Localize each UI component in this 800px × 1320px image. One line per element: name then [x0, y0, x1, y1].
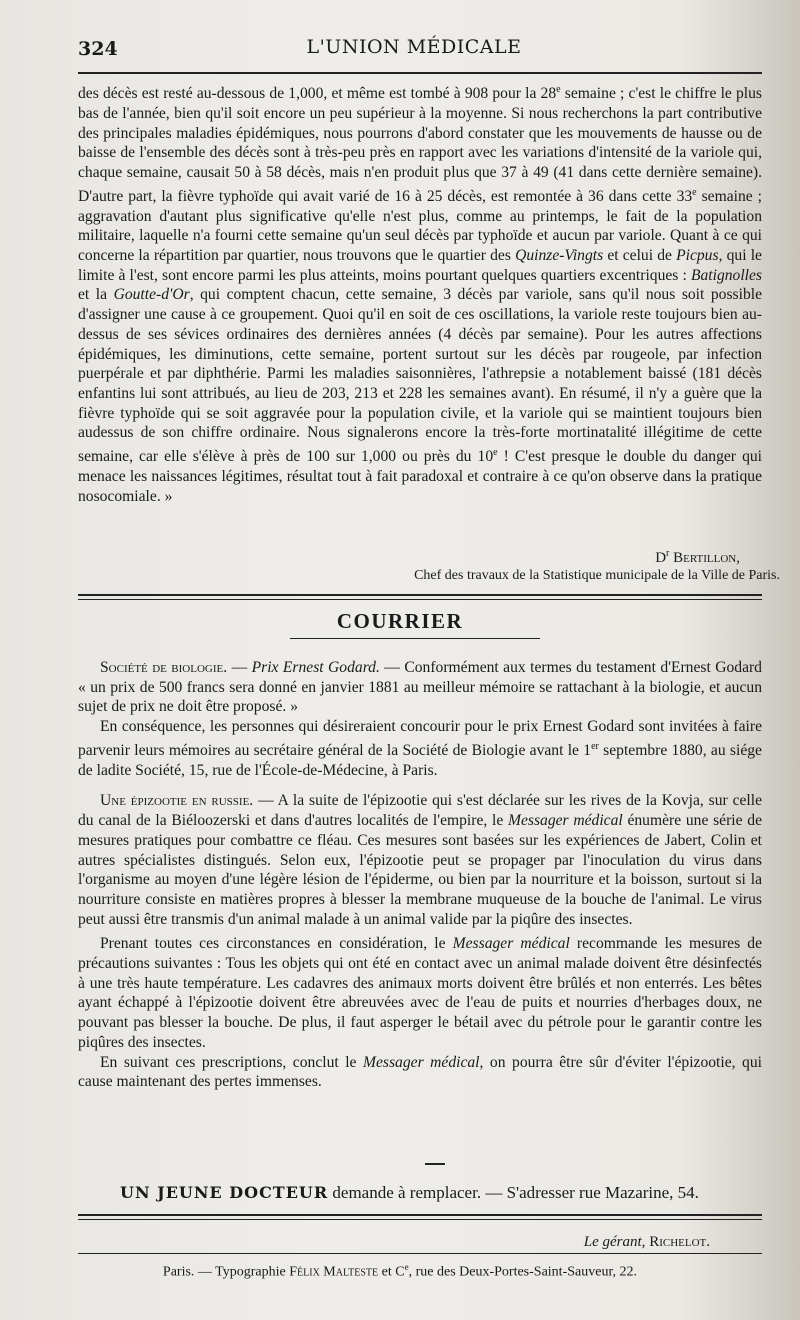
footer-rule-bottom [78, 1219, 762, 1220]
header-rule [78, 72, 762, 74]
courrier-paragraph: Une épizootie en russie. — A la suite de l'épizootie qui s'est déclarée sur les rives de la Kovja, sur celle du canal de la Biéloozerski et dans d'autres localités de l'empire, le Messager médical énumère une série de mesures pratiques pour combattre ce fléau. Ces mesures sont basées sur les expériences de Jabert, Colin et autres spécialistes distingués. Selon eux, l'épizootie peut se propager par l'inoculation du virus dans l'organisme au moyen d'une légère lésion de l'épiderme, ou bien par la nourriture et la boisson, surtout si la nourriture consiste en matières propres à blesser la membrane muqueuse de la bouche de l'animal. Le virus peut aussi être transmis d'un animal malade à un animal valide par la piqûre des insectes. [78, 792, 762, 928]
printer-rule [78, 1253, 762, 1254]
section-rule-top [78, 594, 762, 596]
advertisement: UN JEUNE DOCTEUR demande à remplacer. — S'adresser rue Mazarine, 54. [120, 1183, 699, 1202]
section-rule-bottom [78, 599, 762, 600]
courrier-paragraph: Prenant toutes ces circonstances en considération, le Messager médical recommande les mesures de précautions suivantes : Tous les objets qui ont été en contact avec un animal malade doivent être désinfectés à une très haute température. Les cadavres des animaux morts doivent être brûlés et non enterrés. Les bêtes ayant échappé à l'épizootie doivent être abreuvées avec de l'eau de puits et nourries d'herbages doux, ne pouvant pas blesser la bouche. De plus, il faut asperger le bétail avec du pétrole pour le garantir contre les piqûres des insectes. [78, 935, 762, 1051]
separator-dash [425, 1163, 445, 1165]
running-head: L'UNION MÉDICALE [306, 36, 522, 58]
page-number: 324 [78, 38, 118, 60]
printer-line: Paris. — Typographie Félix Malteste et Ce, rue des Deux-Portes-Saint-Sauveur, 22. [162, 1262, 638, 1280]
title-underline [290, 638, 540, 639]
courrier-paragraph: En conséquence, les personnes qui désireraient concourir pour le prix Ernest Godard sont invitées à faire parvenir leurs mémoires au secrétaire général de la Société de Biologie avant le 1er septembre 1880, au siége de ladite Société, 15, rue de l'École-de-Médecine, à Paris. [78, 718, 762, 779]
courrier-body [78, 658, 762, 1092]
page-header [78, 34, 750, 64]
section-title: COURRIER [336, 609, 464, 633]
courrier-paragraph: Société de biologie. — Prix Ernest Godard. — Conformément aux termes du testament d'Ernest Godard « un prix de 500 francs sera donné en janvier 1881 au meilleur mémoire se rattachant à la biologie, et aucun sujet de prix ne doit être proposé. » [78, 659, 762, 716]
signature-name: $D^r$ Bertillon, [655, 548, 740, 566]
gerant-line: Le gérant, Richelot. [583, 1234, 710, 1250]
footer-rule-top [78, 1214, 762, 1216]
article-body [78, 80, 762, 506]
signature-title: Chef des travaux de la Statistique municipale de la Ville de Paris. [414, 568, 780, 583]
courrier-paragraph: En suivant ces prescriptions, conclut le Messager médical, on pourra être sûr d'éviter l'épizootie, qui cause maintenant des pertes immenses. [78, 1053, 762, 1091]
article-paragraph: des décès est resté au-dessous de 1,000, et même est tombé à 908 pour la 28e semaine ; c'est le chiffre le plus bas de l'année, bien qu'il soit encore un peu supérieur à la moyenne. Si nous recherchons la part contributive des principales maladies épidémiques, nous pourrons d'abord constater que les mouvements de hausse ou de baisse de l'ensemble des décès sont à très-peu près en rapport avec les variations d'intensité de la variole qui, chaque semaine, causait 50 à 58 décès, mais n'en produit plus que 37 à 49 (41 dans cette dernière semaine). D'autre part, la fièvre typhoïde qui avait varié de 16 à 25 décès, est remontée à 36 dans cette 33e semaine ; aggravation d'autant plus significative qu'elle n'est plus, comme au printemps, le fait de la population militaire, laquelle n'a fourni cette semaine qu'un seul décès par typhoïde et aucun par variole. Quant à ce qui concerne la répartition par quartier, nous trouvons que le quartier des Quinze-Vingts et celui de Picpus, qui le limite à l'est, sont encore parmi les plus atteints, moins pourtant quelques quartiers excentriques : Batignolles et la Goutte-d'Or, qui comptent chacun, cette semaine, 3 décès par variole, sans qu'il nous soit possible d'assigner une cause à ce groupement. Quoi qu'il en soit de ces oscillations, la variole reste toujours bien au-dessus de ses sévices ordinaires des dernières années (4 décès par semaine). Pour les autres affections épidémiques, les diminutions, cette semaine, portent surtout sur les décès par rougeole, par infection puerpérale et par diphthérie. Parmi les maladies saisonnières, l'athrepsie a notablement baissé (181 décès enfantins lui sont attribués, au lieu de 203, 213 et 228 les semaines avant). En résumé, il n'y a guère que la fièvre typhoïde qui se soit aggravée pour la population civile, et la variole qui se maintient toujours bien audessus de son chiffre ordinaire. Nous signalerons encore la très-forte mortinatalité illégitime de cette semaine, car elle s'élève à près de 100 sur 1,000 ou près du 10e ! C'est presque le double du danger qui menace les naissances légitimes, résultat tout à fait paradoxal et contraire à ce qu'on observe dans la pratique nosocomiale. » [78, 84, 762, 505]
